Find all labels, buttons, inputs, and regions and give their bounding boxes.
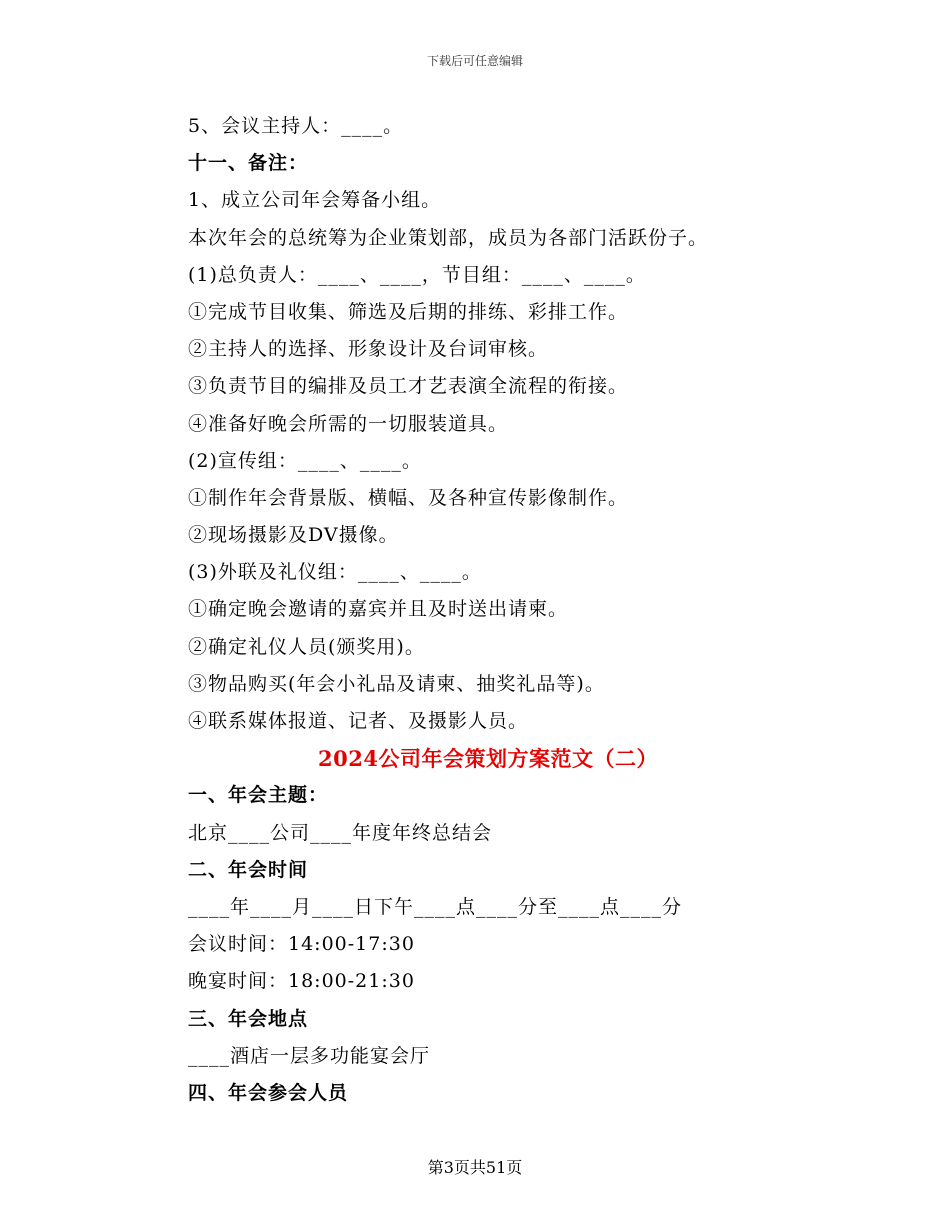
list-item: ②现场摄影及DV摄像。 bbox=[188, 524, 399, 547]
line-dinner-time: 晚宴时间：18:00-21:30 bbox=[188, 970, 415, 993]
page-header: 下载后可任意编辑 bbox=[426, 54, 523, 68]
line-group-3: (3)外联及礼仪组：____、____。 bbox=[188, 561, 482, 584]
heading-time: 二、年会时间 bbox=[188, 858, 309, 881]
line-meeting-time: 会议时间：14:00-17:30 bbox=[188, 933, 415, 956]
list-item: ④准备好晚会所需的一切服装道具。 bbox=[188, 412, 509, 435]
line-time: ____年____月____日下午____点____分至____点____分 bbox=[188, 895, 683, 918]
line-committee: 1、成立公司年会筹备小组。 bbox=[188, 189, 442, 212]
list-item: ②主持人的选择、形象设计及台词审核。 bbox=[188, 338, 549, 361]
line-committee-desc: 本次年会的总统筹为企业策划部，成员为各部门活跃份子。 bbox=[188, 226, 709, 249]
heading-theme: 一、年会主题： bbox=[188, 784, 329, 807]
list-item: ③物品购买(年会小礼品及请柬、抽奖礼品等)。 bbox=[188, 672, 605, 695]
list-item: ①确定晚会邀请的嘉宾并且及时送出请柬。 bbox=[188, 598, 569, 621]
list-item: ②确定礼仪人员(颁奖用)。 bbox=[188, 635, 425, 658]
heading-venue: 三、年会地点 bbox=[188, 1007, 309, 1030]
heading-attendees: 四、年会参会人员 bbox=[188, 1081, 349, 1104]
document-body bbox=[188, 108, 788, 1112]
line-theme: 北京____公司____年度年终总结会 bbox=[188, 821, 493, 844]
list-item: ①完成节目收集、筛选及后期的排练、彩排工作。 bbox=[188, 300, 629, 323]
list-item: ③负责节目的编排及员工才艺表演全流程的衔接。 bbox=[188, 375, 629, 398]
list-item: ①制作年会背景版、横幅、及各种宣传影像制作。 bbox=[188, 486, 629, 509]
page-footer: 第3页共51页 bbox=[427, 1158, 523, 1177]
line-group-1: (1)总负责人：____、____，节目组：____、____。 bbox=[188, 263, 646, 286]
line-group-2: (2)宣传组：____、____。 bbox=[188, 449, 422, 472]
list-item: ④联系媒体报道、记者、及摄影人员。 bbox=[188, 710, 529, 732]
section-title: 2024公司年会策划方案范文（二） bbox=[318, 746, 658, 772]
heading-notes: 十一、备注： bbox=[188, 152, 309, 175]
line-host: 5、会议主持人：____。 bbox=[188, 115, 404, 137]
line-venue: ____酒店一层多功能宴会厅 bbox=[188, 1044, 431, 1067]
